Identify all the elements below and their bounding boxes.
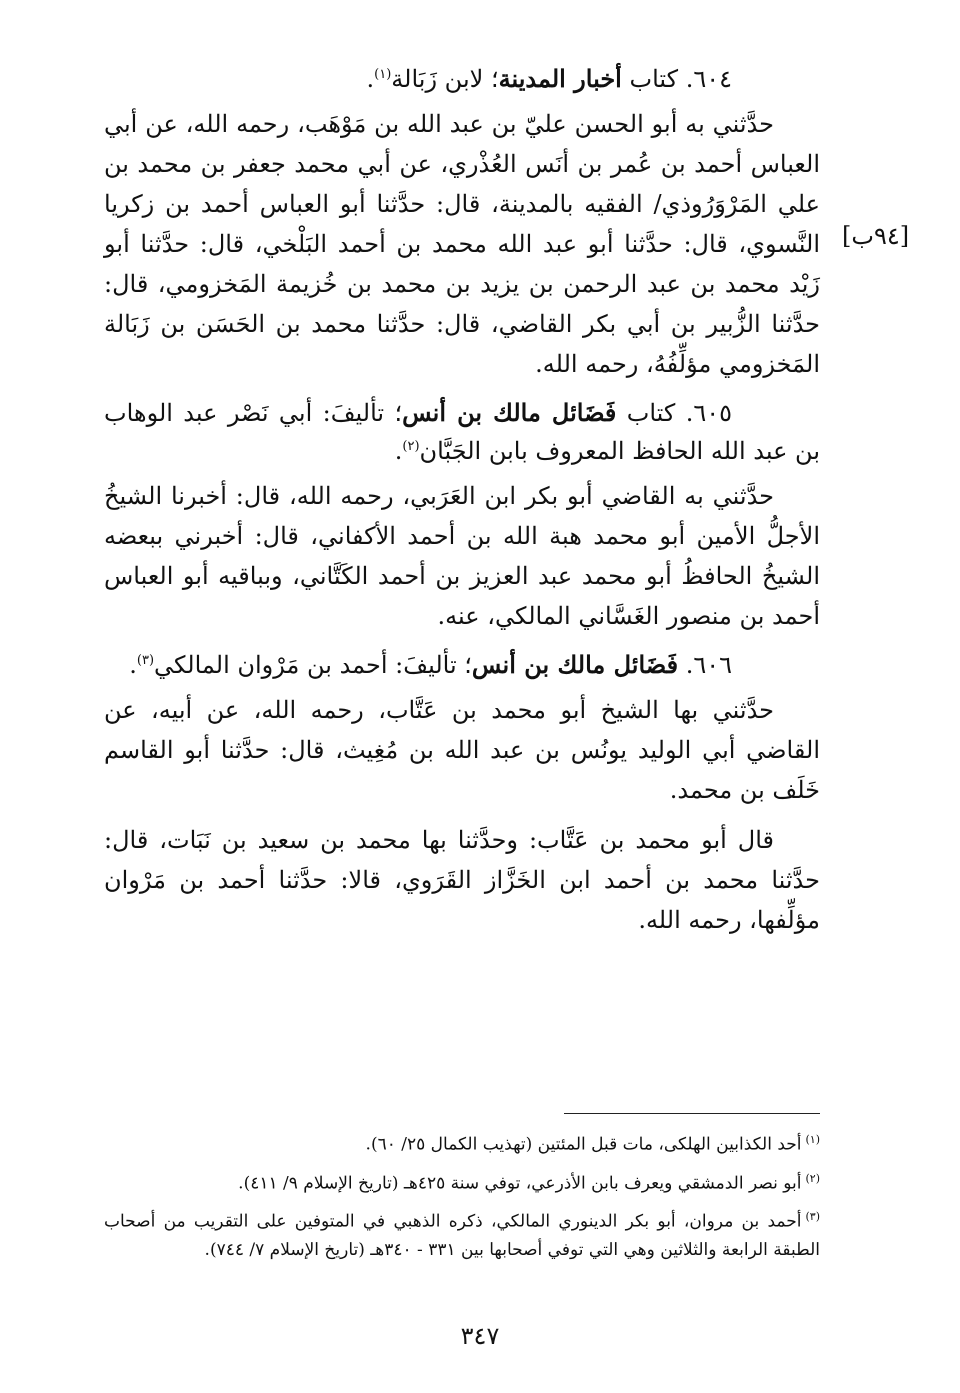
book-title: أخبار المدينة bbox=[498, 64, 622, 93]
footnote-ref[interactable]: (٣) bbox=[136, 653, 155, 668]
footnote-divider bbox=[564, 1113, 820, 1114]
heading-suffix: ؛ لابن زَبَالة bbox=[391, 65, 499, 93]
entry-605 bbox=[104, 394, 820, 636]
footnote-number: (٣) bbox=[805, 1210, 820, 1224]
heading-suffix: ؛ تأليفَ: أحمد بن مَرْوان المالكي bbox=[154, 651, 472, 679]
footnote-text: أحمد بن مروان، أبو بكر الدينوري المالكي، ذكره الذهبي في المتوفين على التقريب من أصحاب الطبقة الرابعة والثلاثين وهي التي توفي أصحابها بين ٣٣١ - ٣٤٠هـ (تاريخ الإسلام ٧/ ٧٤٤). bbox=[104, 1211, 820, 1260]
book-title: فَضَائل مالك بن أنس bbox=[402, 398, 617, 427]
footnote bbox=[104, 1126, 820, 1159]
heading-prefix: كتاب bbox=[626, 399, 676, 427]
entry-heading: ٦٠٤. كتاب أخبار المدينة؛ لابن زَبَالة$^{(١)}$. bbox=[366, 64, 732, 93]
heading-suffix: ؛ تأليفَ: أبي نَصْر عبد الوهاب بن عبد الله الحافظ المعروف بابن الجَبَّان bbox=[104, 399, 820, 465]
entry-number: ٦٠٦. bbox=[685, 651, 732, 679]
footnote bbox=[104, 1203, 820, 1264]
footnote-text: أبو نصر الدمشقي ويعرف بابن الأذرعي، توفي سنة ٤٢٥هـ (تاريخ الإسلام ٩/ ٤١١). bbox=[238, 1173, 802, 1194]
paragraph: حدَّثني بها الشيخ أبو محمد بن عَتَّاب، رحمه الله، عن أبيه، عن القاضي أبي الوليد يونُس بن عبد الله بن مُغِيث، قال: حدَّثنا أبو القاسم خَلَف بن محمد. bbox=[104, 696, 820, 804]
footnote-number: (١) bbox=[805, 1133, 820, 1146]
footnote-number: (٢) bbox=[805, 1171, 820, 1185]
entry-606 bbox=[104, 646, 820, 940]
entry-number: ٦٠٥. bbox=[685, 399, 732, 427]
manuscript-folio-marker: [٩٤ب] bbox=[842, 222, 910, 250]
book-title: فَضَائل مالك بن أنس bbox=[471, 650, 679, 679]
paragraph: حدَّثني به أبو الحسن عليّ بن عبد الله بن مَوْهَب، رحمه الله، عن أبي العباس أحمد بن عُمر بن أنَس العُذْري، عن أبي محمد جعفر بن محمد بن علي المَرْوَرُوذي/ الفقيه بالمدينة، قال: حدَّثنا أبو العباس أحمد بن زكريا النَّسوي، قال: حدَّثنا أبو عبد الله محمد بن أحمد البَلْخي، قال: حدَّثنا أبو زَيْد محمد بن عبد الرحمن بن يزيد بن محمد بن خُزيمة المَخزومي، قال: حدَّثنا الزُّبير بن أبي بكر القاضي، قال: حدَّثنا محمد بن الحَسَن بن زَبَالة المَخزومي مؤلِّفُهُ، رحمه الله. bbox=[104, 110, 820, 378]
footnotes bbox=[104, 1126, 820, 1270]
entry-604 bbox=[104, 60, 820, 384]
entry-number: ٦٠٤. bbox=[685, 65, 732, 93]
entry-heading: ٦٠٥. كتاب فَضَائل مالك بن أنس؛ تأليفَ: أبي نَصْر عبد الوهاب بن عبد الله الحافظ المعروف بابن الجَبَّان$^{(٢)}$. bbox=[104, 398, 820, 465]
entry-heading: ٦٠٦. فَضَائل مالك بن أنس؛ تأليفَ: أحمد بن مَرْوان المالكي$^{(٣)}$. bbox=[129, 650, 732, 679]
paragraph: قال أبو محمد بن عَتَّاب: وحدَّثنا بها محمد بن سعيد بن نَبَات، قال: حدَّثنا محمد بن أحمد ابن الخَزَّاز القَرَوي، قالا: حدَّثنا أحمد بن مَرْوان مؤلِّفها، رحمه الله. bbox=[104, 826, 820, 934]
paragraph: حدَّثني به القاضي أبو بكر ابن العَرَبي، رحمه الله، قال: أخبرنا الشيخُ الأجلُّ الأمين أبو محمد هبة الله بن أحمد الأكفاني، قال: أخبرني ببعضه الشيخُ الحافظُ أبو محمد عبد العزيز بن أحمد الكَتَّاني، وبباقيه أبو العباس أحمد بن منصور الغَسَّاني المالكي، عنه. bbox=[104, 482, 820, 630]
footnote-ref[interactable]: (١) bbox=[374, 67, 392, 82]
footnote bbox=[104, 1165, 820, 1198]
footnote-text: أحد الكذابين الهلكى، مات قبل المئتين (تهذيب الكمال ٢٥/ ٦٠). bbox=[365, 1134, 802, 1155]
page-number: ٣٤٧ bbox=[460, 1322, 500, 1350]
heading-prefix: كتاب bbox=[629, 65, 679, 93]
footnote-ref[interactable]: (٢) bbox=[402, 439, 420, 454]
